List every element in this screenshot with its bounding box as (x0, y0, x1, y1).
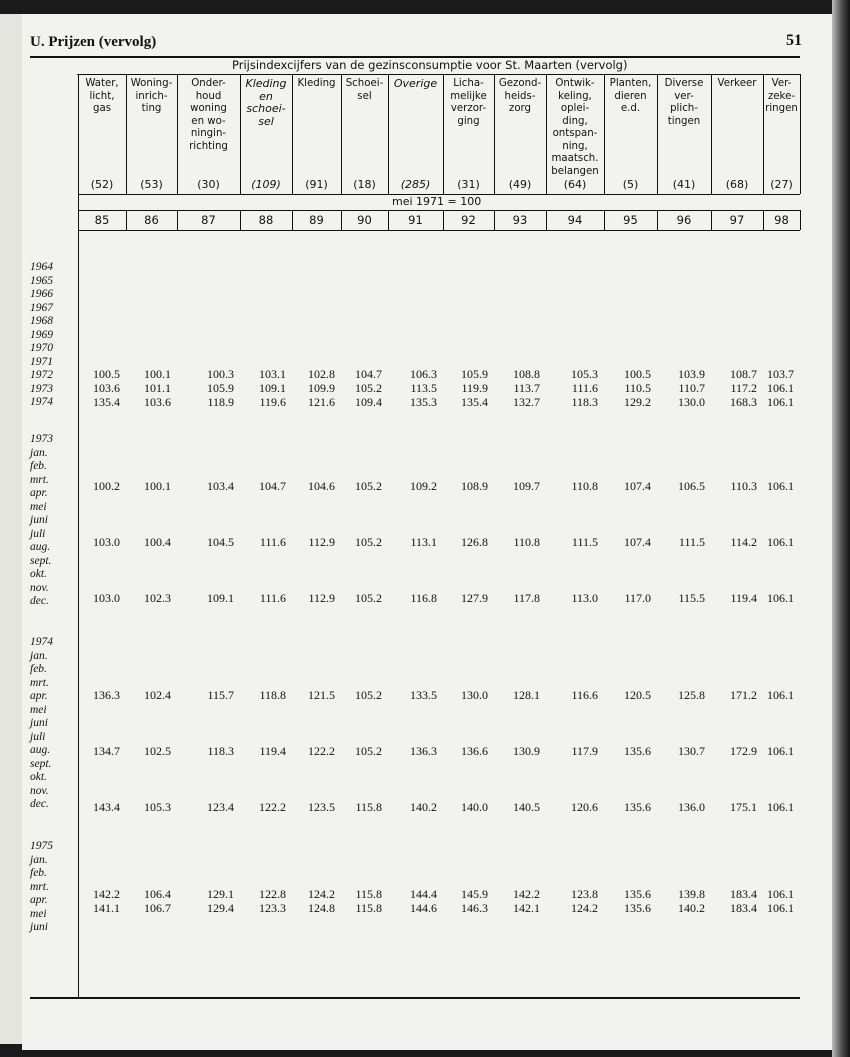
table-cell: 106.1 (767, 901, 794, 915)
table-cell: 100.3 (207, 367, 234, 381)
table-cell: 183.4 (730, 901, 757, 915)
column-header: Gezond- heids- zorg (498, 78, 542, 114)
column-header: Kleding en schoei- sel (245, 77, 287, 128)
table-cell: 106.7 (144, 901, 171, 915)
table-cell: 100.5 (624, 367, 651, 381)
table-cell: 103.6 (144, 395, 171, 409)
table-cell: 135.4 (93, 395, 120, 409)
page-title: U. Prijzen (vervolg) (30, 34, 157, 50)
column-header: Verkeer (717, 78, 757, 89)
table-cell: 135.4 (461, 395, 488, 409)
table-cell: 110.8 (571, 479, 598, 493)
column-divider (388, 74, 389, 194)
column-header: Schoei- sel (345, 78, 384, 102)
table-cell: 105.2 (355, 381, 382, 395)
bottom-rule (30, 997, 800, 999)
table-cell: 105.2 (355, 688, 382, 702)
table-cell: 142.2 (513, 887, 540, 901)
table-cell: 107.4 (624, 535, 651, 549)
column-weight: (18) (353, 178, 376, 191)
table-cell: 106.4 (144, 887, 171, 901)
table-cell: 100.1 (144, 367, 171, 381)
table-cell: 144.6 (410, 901, 437, 915)
table-cell: 106.3 (410, 367, 437, 381)
table-cell: 115.8 (355, 887, 382, 901)
column-header: Woning- inrich- ting (130, 78, 173, 114)
table-cell: 115.8 (355, 901, 382, 915)
column-header: Ver- zeke- ringen (765, 78, 798, 114)
table-cell: 124.2 (571, 901, 598, 915)
table-cell: 102.4 (144, 688, 171, 702)
column-weight: (64) (563, 178, 587, 191)
table-cell: 175.1 (730, 800, 757, 814)
table-cell: 100.5 (93, 367, 120, 381)
page-number: 51 (786, 32, 802, 49)
column-number-divider (800, 210, 801, 230)
table-cell: 140.2 (410, 800, 437, 814)
table-cell: 122.2 (308, 744, 335, 758)
table-cell: 110.7 (678, 381, 705, 395)
table-cell: 130.7 (678, 744, 705, 758)
table-cell: 139.8 (678, 887, 705, 901)
table-cell: 106.1 (767, 887, 794, 901)
table-cell: 124.8 (308, 901, 335, 915)
table-cell: 122.8 (259, 887, 286, 901)
table-cell: 111.6 (571, 381, 598, 395)
table-cell: 119.4 (730, 591, 757, 605)
column-number: 95 (623, 213, 638, 227)
column-weight: (109) (251, 178, 281, 191)
table-cell: 129.1 (207, 887, 234, 901)
banner-rule (77, 74, 800, 75)
table-cell: 135.6 (624, 887, 651, 901)
column-number: 91 (408, 213, 423, 227)
table-cell: 135.3 (410, 395, 437, 409)
previous-page-margin (0, 14, 24, 1044)
column-number: 90 (357, 213, 372, 227)
table-cell: 142.1 (513, 901, 540, 915)
table-cell: 116.8 (410, 591, 437, 605)
table-cell: 102.8 (308, 367, 335, 381)
table-cell: 136.6 (461, 744, 488, 758)
table-cell: 119.9 (461, 381, 488, 395)
table-cell: 106.1 (767, 688, 794, 702)
table-cell: 109.4 (355, 395, 382, 409)
table-cell: 101.1 (144, 381, 171, 395)
table-cell: 102.5 (144, 744, 171, 758)
column-number: 86 (144, 213, 159, 227)
table-cell: 109.1 (207, 591, 234, 605)
column-divider (800, 74, 801, 194)
table-cell: 105.2 (355, 591, 382, 605)
base-period-label: mei 1971 = 100 (392, 195, 482, 208)
table-cell: 106.1 (767, 591, 794, 605)
column-weight: (91) (305, 178, 328, 191)
column-header: Overige (393, 77, 438, 90)
column-header: Kleding (297, 78, 336, 89)
table-cell: 105.2 (355, 535, 382, 549)
table-cell: 111.6 (259, 591, 286, 605)
column-weight: (49) (508, 178, 532, 191)
column-number: 85 (94, 213, 110, 227)
table-cell: 105.2 (355, 744, 382, 758)
column-header: Planten, dieren e.d. (609, 78, 652, 114)
table-cell: 119.4 (259, 744, 286, 758)
table-cell: 123.3 (259, 901, 286, 915)
table-cell: 103.0 (93, 591, 120, 605)
table-cell: 119.6 (259, 395, 286, 409)
column-number: 93 (512, 213, 528, 227)
column-header: Water, licht, gas (85, 78, 119, 114)
table-cell: 104.6 (308, 479, 335, 493)
table-cell: 118.3 (207, 744, 234, 758)
table-cell: 128.1 (513, 688, 540, 702)
table-cell: 110.3 (730, 479, 757, 493)
table-cell: 140.2 (678, 901, 705, 915)
table-banner: Prijsindexcijfers van de gezinsconsumptie voor St. Maarten (vervolg) (232, 58, 628, 72)
table-cell: 106.5 (678, 479, 705, 493)
table-cell: 130.0 (678, 395, 705, 409)
table-cell: 106.1 (767, 535, 794, 549)
table-cell: 116.6 (571, 688, 598, 702)
row-labels-1973: 1973 jan. feb. mrt. apr. mei juni juli aug. sept. okt. nov. dec. (30, 433, 53, 607)
table-cell: 107.4 (624, 479, 651, 493)
column-header: Onder- houd woning en wo- ningin- richting (189, 78, 228, 152)
table-cell: 141.1 (93, 901, 120, 915)
table-cell: 115.5 (678, 591, 705, 605)
table-cell: 136.3 (93, 688, 120, 702)
table-cell: 130.0 (461, 688, 488, 702)
table-cell: 100.4 (144, 535, 171, 549)
table-cell: 112.9 (308, 535, 335, 549)
table-cell: 146.3 (461, 901, 488, 915)
row-labels-1975: 1975 jan. feb. mrt. apr. mei juni (30, 840, 53, 933)
table-cell: 121.6 (308, 395, 335, 409)
column-header: Ontwik- keling, oplei- ding, ontspan- ning, maatsch. belangen (551, 78, 599, 177)
column-weight: (30) (197, 178, 220, 191)
column-number: 92 (461, 213, 476, 227)
table-cell: 109.9 (308, 381, 335, 395)
table-cell: 144.4 (410, 887, 437, 901)
table-cell: 143.4 (93, 800, 120, 814)
table-cell: 115.7 (207, 688, 234, 702)
table-cell: 105.3 (571, 367, 598, 381)
table-cell: 117.9 (571, 744, 598, 758)
table-cell: 132.7 (513, 395, 540, 409)
column-number-rule (78, 230, 800, 231)
table-cell: 103.9 (678, 367, 705, 381)
table-cell: 104.5 (207, 535, 234, 549)
column-number: 89 (309, 213, 324, 227)
table-cell: 105.3 (144, 800, 171, 814)
table-cell: 117.0 (624, 591, 651, 605)
column-number: 94 (567, 213, 583, 227)
table-cell: 109.7 (513, 479, 540, 493)
table-cell: 108.7 (730, 367, 757, 381)
column-number: 98 (774, 213, 789, 227)
table-cell: 109.2 (410, 479, 437, 493)
table-cell: 135.6 (624, 901, 651, 915)
table-cell: 114.2 (730, 535, 757, 549)
table-cell: 140.5 (513, 800, 540, 814)
table-cell: 118.9 (207, 395, 234, 409)
table-cell: 130.9 (513, 744, 540, 758)
table-cell: 112.9 (308, 591, 335, 605)
table-cell: 103.6 (93, 381, 120, 395)
table-cell: 135.6 (624, 744, 651, 758)
table-cell: 113.5 (410, 381, 437, 395)
table-cell: 134.7 (93, 744, 120, 758)
column-divider (292, 74, 293, 194)
table-cell: 122.2 (259, 800, 286, 814)
table-cell: 117.8 (513, 591, 540, 605)
table-cell: 168.3 (730, 395, 757, 409)
table-cell: 118.8 (259, 688, 286, 702)
table-cell: 110.5 (624, 381, 651, 395)
column-weight: (53) (140, 178, 163, 191)
table-cell: 140.0 (461, 800, 488, 814)
table-cell: 120.6 (571, 800, 598, 814)
table-cell: 111.6 (259, 535, 286, 549)
table-cell: 106.1 (767, 381, 794, 395)
table-cell: 111.5 (571, 535, 598, 549)
table-cell: 136.0 (678, 800, 705, 814)
table-cell: 108.8 (513, 367, 540, 381)
table-cell: 129.2 (624, 395, 651, 409)
page-edge-shadow (832, 0, 850, 1057)
base-rule (78, 210, 800, 211)
table-cell: 105.9 (207, 381, 234, 395)
table-cell: 109.1 (259, 381, 286, 395)
table-cell: 113.1 (410, 535, 437, 549)
table-cell: 102.3 (144, 591, 171, 605)
table-cell: 120.5 (624, 688, 651, 702)
column-weight: (5) (622, 178, 639, 191)
table-cell: 172.9 (730, 744, 757, 758)
table-cell: 100.2 (93, 479, 120, 493)
table-cell: 106.1 (767, 744, 794, 758)
table-cell: 104.7 (259, 479, 286, 493)
table-cell: 123.4 (207, 800, 234, 814)
table-cell: 126.8 (461, 535, 488, 549)
column-number: 87 (201, 213, 216, 227)
column-weight: (31) (457, 178, 480, 191)
column-weight: (68) (725, 178, 749, 191)
table-cell: 111.5 (678, 535, 705, 549)
column-weight: (27) (770, 178, 793, 191)
column-number: 88 (258, 213, 274, 227)
table-cell: 113.7 (513, 381, 540, 395)
table-cell: 118.3 (571, 395, 598, 409)
table-cell: 133.5 (410, 688, 437, 702)
table-cell: 104.7 (355, 367, 382, 381)
table-cell: 103.0 (93, 535, 120, 549)
document-page (22, 14, 840, 1050)
table-cell: 115.8 (355, 800, 382, 814)
table-cell: 145.9 (461, 887, 488, 901)
column-weight: (285) (400, 178, 431, 191)
table-cell: 135.6 (624, 800, 651, 814)
table-cell: 183.4 (730, 887, 757, 901)
column-divider (711, 74, 712, 194)
table-cell: 171.2 (730, 688, 757, 702)
table-cell: 117.2 (730, 381, 757, 395)
row-labels-years: 1964 1965 1966 1967 1968 1969 1970 1971 1972 1973 1974 (30, 261, 53, 408)
table-cell: 103.4 (207, 479, 234, 493)
table-cell: 113.0 (571, 591, 598, 605)
column-number: 96 (676, 213, 692, 227)
table-cell: 105.2 (355, 479, 382, 493)
column-weight: (52) (90, 178, 114, 191)
table-cell: 108.9 (461, 479, 488, 493)
column-header: Licha- melijke verzor- ging (450, 78, 487, 127)
table-cell: 142.2 (93, 887, 120, 901)
table-cell: 103.7 (767, 367, 794, 381)
table-cell: 103.1 (259, 367, 286, 381)
table-cell: 129.4 (207, 901, 234, 915)
table-cell: 100.1 (144, 479, 171, 493)
table-cell: 106.1 (767, 395, 794, 409)
table-cell: 106.1 (767, 800, 794, 814)
table-cell: 106.1 (767, 479, 794, 493)
table-cell: 123.8 (571, 887, 598, 901)
table-cell: 121.5 (308, 688, 335, 702)
column-weight: (41) (672, 178, 696, 191)
table-cell: 124.2 (308, 887, 335, 901)
table-cell: 110.8 (513, 535, 540, 549)
table-cell: 125.8 (678, 688, 705, 702)
table-cell: 136.3 (410, 744, 437, 758)
table-cell: 123.5 (308, 800, 335, 814)
row-labels-1974: 1974 jan. feb. mrt. apr. mei juni juli aug. sept. okt. nov. dec. (30, 636, 53, 810)
column-header: Diverse ver- plich- tingen (664, 78, 704, 127)
table-cell: 105.9 (461, 367, 488, 381)
column-number: 97 (729, 213, 745, 227)
table-cell: 127.9 (461, 591, 488, 605)
